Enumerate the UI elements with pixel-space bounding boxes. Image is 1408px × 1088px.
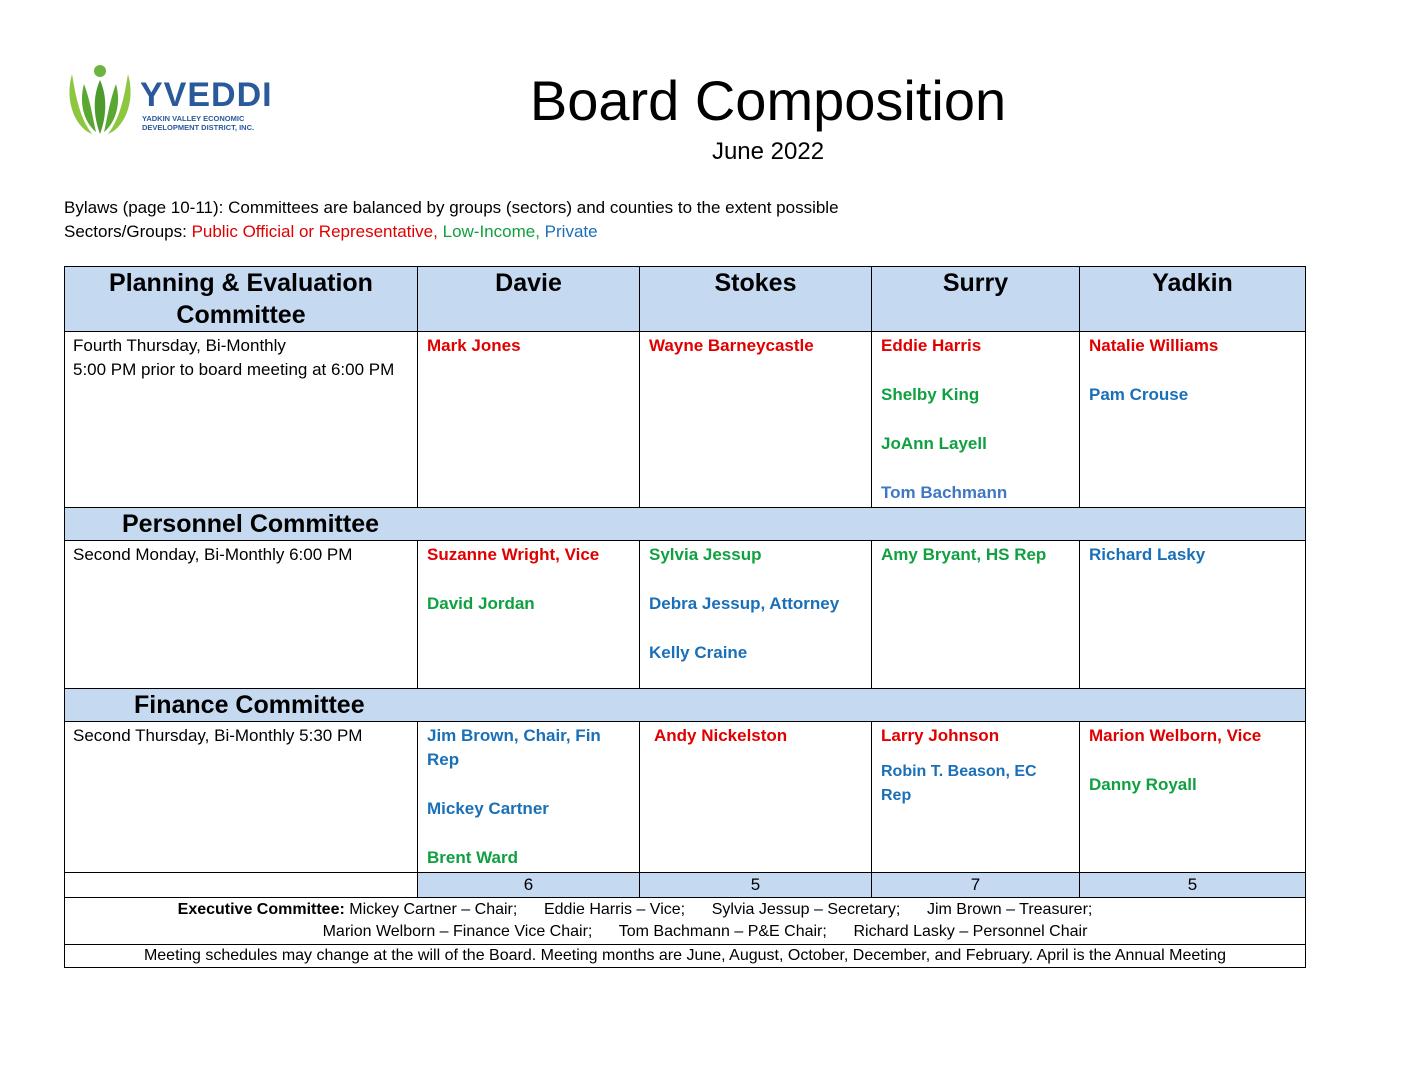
member-name: Jim Brown, Chair, Fin Rep [427,726,601,769]
stokes-cell [640,541,872,689]
sector-public: Public Official or Representative, [191,222,438,241]
total-yadkin: 5 [1080,873,1306,898]
sectors-label: Sectors/Groups: [64,222,187,241]
member-name: Pam Crouse [1089,385,1189,404]
header-committee: Planning & Evaluation Committee [65,267,418,332]
surry-cell [872,722,1080,873]
totals-blank-cell [65,873,418,898]
member-name: David Jordan [427,594,535,613]
board-composition-table [64,266,1306,968]
member-name: Marion Welborn, Vice [1089,726,1262,745]
header-stokes: Stokes [640,267,872,332]
member-name: Shelby King [881,385,980,404]
executive-line-2: Marion Welborn – Finance Vice Chair; Tom Bachmann – P&E Chair; Richard Lasky – Personnel Chair [322,923,1088,940]
member-name: Mark Jones [427,336,521,355]
member-name: JoAnn Layell [881,434,987,453]
member-name: Brent Ward [427,848,518,867]
schedule-line: 5:00 PM prior to board meeting at 6:00 PM [73,360,395,379]
schedule-line: Second Thursday, Bi-Monthly 5:30 PM [73,726,363,745]
sector-private: Private [544,222,598,241]
member-name: Danny Royall [1089,775,1197,794]
member-name: Amy Bryant, HS Rep [881,545,1047,564]
schedule-line: Second Monday, Bi-Monthly 6:00 PM [73,545,353,564]
schedule-line: Fourth Thursday, Bi-Monthly [73,336,286,355]
member-name: Sylvia Jessup [649,545,762,564]
member-name: Debra Jessup, Attorney [649,594,840,613]
executive-row [65,898,1306,945]
stokes-cell [640,332,872,508]
member-name: Kelly Craine [649,643,748,662]
yadkin-cell [1080,541,1306,689]
davie-cell [418,722,640,873]
total-stokes: 5 [640,873,872,898]
table-header-row [65,267,1306,332]
executive-label: Executive Committee: [177,901,345,918]
total-davie: 6 [418,873,640,898]
meeting-note: Meeting schedules may change at the will of the Board. Meeting months are June, August, October, December, and February. April is the Annual Meeting [65,945,1306,968]
member-name: Mickey Cartner [427,799,549,818]
page-title: Board Composition [529,69,1007,132]
header-surry: Surry [872,267,1080,332]
sector-low-income: Low-Income, [442,222,540,241]
member-name: Richard Lasky [1089,545,1206,564]
member-name: Natalie Williams [1089,336,1219,355]
member-name: Robin T. Beason, EC Rep [881,763,1037,804]
davie-cell [418,332,640,508]
schedule-cell [65,722,418,873]
committee-title-personnel: Personnel Committee [122,510,380,538]
intro-text [64,196,839,244]
stokes-cell [640,722,872,873]
member-name: Andy Nickelston [654,726,788,745]
committee-row-finance [65,722,1306,873]
member-name: Tom Bachmann [881,483,1008,502]
header-yadkin: Yadkin [1080,267,1306,332]
committee-row-personnel [65,541,1306,689]
yadkin-cell [1080,722,1306,873]
sectors-line [64,220,839,244]
logo-tagline: YADKIN VALLEY ECONOMIC DEVELOPMENT DISTRICT, INC. [142,114,255,132]
schedule-cell [65,541,418,689]
member-name: Eddie Harris [881,336,982,355]
executive-members-1: Mickey Cartner – Chair; Eddie Harris – Vice; Sylvia Jessup – Secretary; Jim Brown – Treasurer; [349,901,1093,918]
bylaws-line: Bylaws (page 10-11): Committees are balanced by groups (sectors) and counties to the extent possible [64,198,839,217]
committee-title-row [65,508,1306,541]
logo-wordmark: YVEDDI [140,76,273,114]
schedule-cell [65,332,418,508]
executive-line-1 [65,899,1305,921]
member-name: Suzanne Wright, Vice [427,545,600,564]
committee-title-finance: Finance Committee [134,691,365,719]
total-surry: 7 [872,873,1080,898]
totals-row [65,873,1306,898]
member-name: Wayne Barneycastle [649,336,814,355]
header-davie: Davie [418,267,640,332]
yadkin-cell [1080,332,1306,508]
committee-title-row [65,689,1306,722]
member-name: Larry Johnson [881,726,1000,745]
committee-row-planning [65,332,1306,508]
surry-cell [872,541,1080,689]
page-subtitle: June 2022 [711,138,825,165]
davie-cell [418,541,640,689]
meeting-note-row [65,945,1306,968]
surry-cell [872,332,1080,508]
